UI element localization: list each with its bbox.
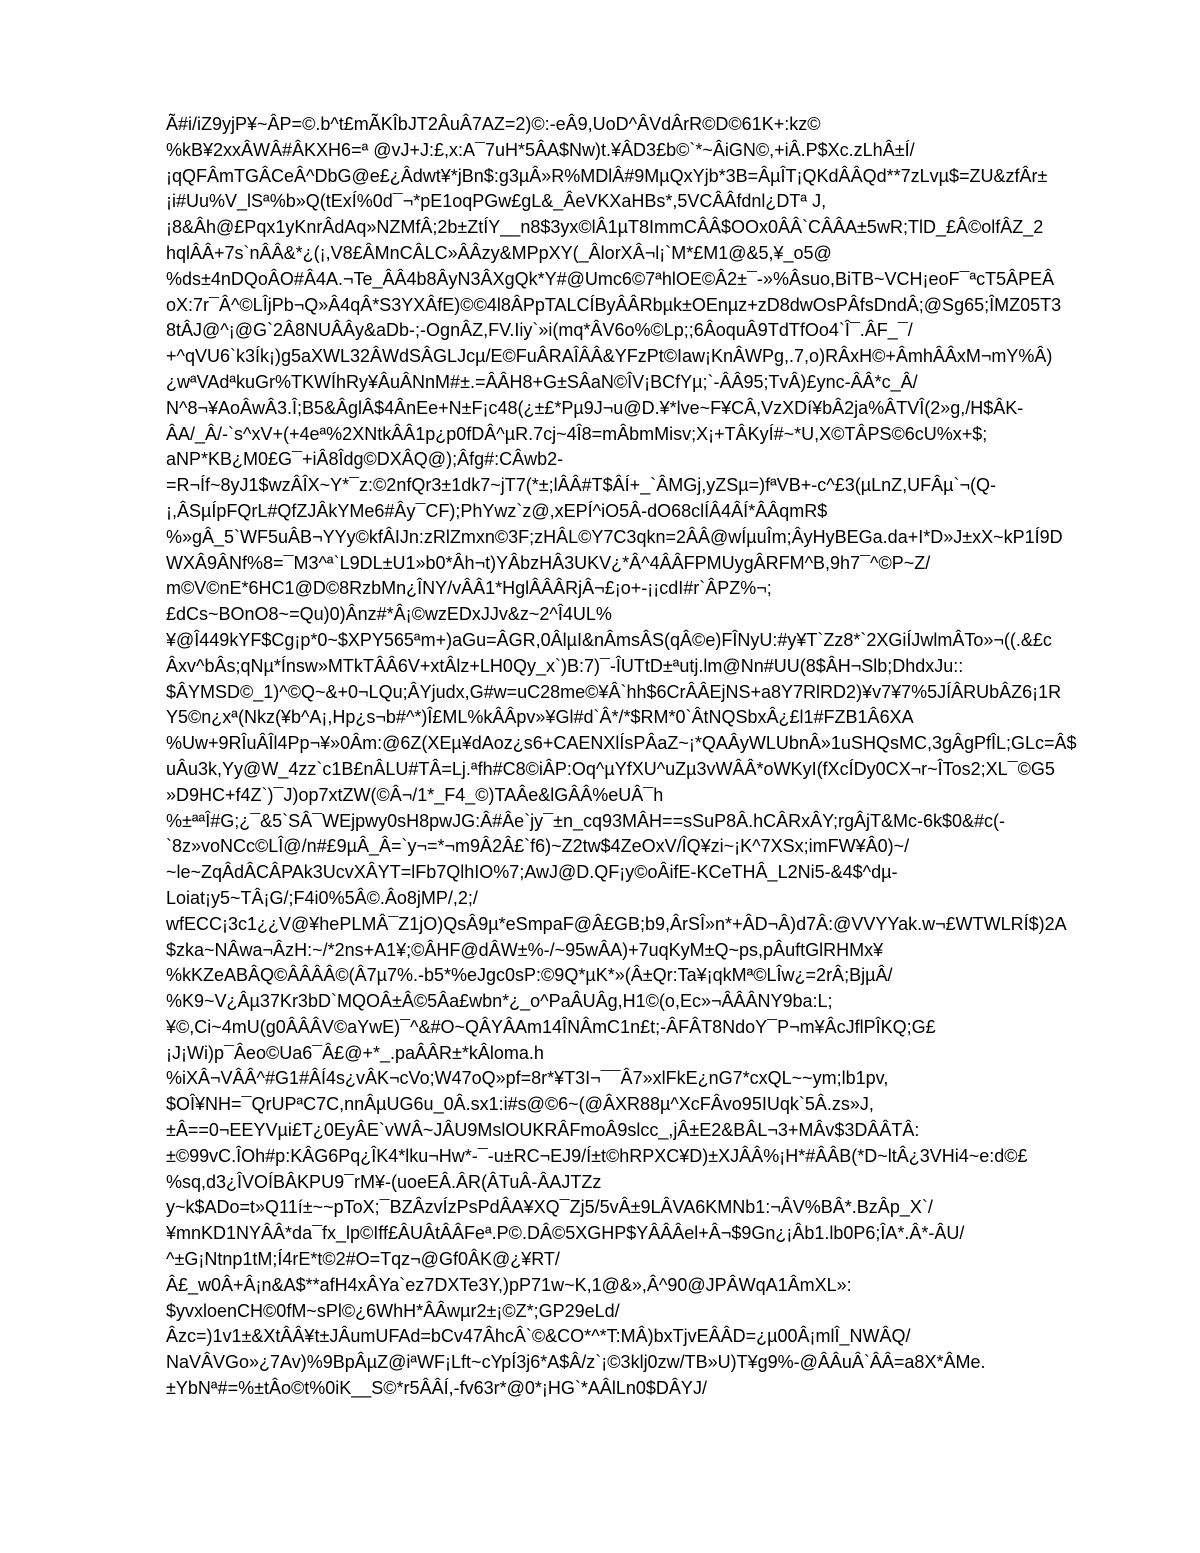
text-line: ¡8&Âh@£Pqx1yKnrÂdAq»NZMfÂ;2b±ZtÍY__n8$3yx©lÂ1µT8ImmCÂÂ$OOx0ÂÂ`CÂÂA±5wR;TlD_£Â©olfÂZ_2 <box>166 217 1044 238</box>
text-line: ¡qQFÂmTGÂCeÂ^DbG@e£¿Âdwt¥*jBn$:g3µÂ»R%MDlÂ#9MµQxYjb*3B=ÂµÎT¡QKdÂÂQd**7zLvµ$=ZU&zfÂr± <box>166 165 1048 186</box>
text-line: Âxv^bÂs;qNµ*Ínsw»MTkTÂÂ6V+xtÂlz+LH0Qy_x`)B:7)¯-ÎUTtD±ªutj.lm@Nn#UU(8$ÂH¬Slb;DhdxJu:: <box>166 655 964 676</box>
text-line: N^8¬¥AoÂwÂ3.Î;B5&ÂglÂ$4ÂnEe+N±F¡c48(¿±£*Pµ9J¬u@D.¥*lve~F¥CÂ,VzXDí¥bÂ2ja%ÂTVÎ(2»g,/H$ÂK- <box>166 397 1024 418</box>
text-line: ±©99vC.ÎOh#p:KÂG6Pq¿ÎK4*lku¬Hw*-¯-u±RC¬EJ9/Í±t©hRPXC¥D)±XJÂÂ%¡H*#ÂÂB(*D~ltÂ¿3VHi4~e:d©£ <box>166 1145 1028 1166</box>
text-line: %kB¥2xxÂWÂ#ÂKXH6=ª @vJ+J:£,x:A¯7uH*5ÂA$Nw)t.¥ÂD3£b©`*~ÂiGN©,+iÂ.P$Xc.zLhÂ±Í/ <box>166 139 915 160</box>
text-line: ¡,ÂSµÍpFQrL#QfZJÂkYMe6#Ây¯CF);PhYwz`z@,xEPÍ^iO5Â-dO68clÍÂ4ÂÍ*ÂÂqmR$ <box>166 500 828 521</box>
text-line: %±ªªÎ#G;¿¯&5`SÂ¯WEjpwy0sH8pwJG:Â#Âe`jy¯±n_cq93MÂH==sSuP8Â.hCÂRxÂY;rgÂjT&Mc-6k$0&#c(- <box>166 810 1006 831</box>
text-line: ¡i#Uu%V_lSª%b»Q(tExÍ%0d¯¬*pE1oqPGw£gL&_ÂeVKXaHBs*,5VCÂÂfdnl¿DTª J, <box>166 191 827 212</box>
text-line: WXÂ9ÂNf%8=¯M3^ª`L9DL±U1»b0*Âh¬t)YÂbzHÂ3UKV¿*Â^4ÂÂFPMUygÂRFM^B,9h7¯^©P~Z/ <box>166 552 931 573</box>
document-text-body <box>166 112 1126 1402</box>
text-line: %iXÂ¬VÂÂ^#G1#ÂÍ4s¿vÂK¬cVo;W47oQ»pf=8r*¥T3I¬¯¯Â7»xlFkE¿nG7*cxQL~~ym;lb1pv, <box>166 1068 889 1089</box>
text-line: Y5©n¿xª(Nkz(¥b^A¡,Hp¿s¬b#^*)Î£ML%kÂÂpv»¥Gl#d`Â*/*$RM*0`ÂtNQSbxÂ¿£l1#FZB1Â6XA <box>166 707 914 728</box>
text-line: m©V©nE*6HC1@D©8RzbMn¿ÎNY/vÂÂ1*HglÂÂÂRjÂ¬£¡o+-¡¡cdI#r`ÂPZ%¬; <box>166 578 772 599</box>
text-line: »D9HC+f4Z`)¯J)op7xtZW(©Â¬/1*_F4_©)TAÂe&lGÂÂ%eUÂ¯h <box>166 784 664 805</box>
text-line: ¥©,Ci~4mU(g0ÂÂÂV©aYwE)¯^&#O~QÂYÂAm14ÎNÂmC1n£t;-ÂFÂT8NdoY¯P¬m¥ÂcJflPÎKQ;G£ <box>166 1016 936 1037</box>
text-line: %K9~V¿Âµ37Kr3bD`MQOÂ±Â©5Âa£wbn*¿_o^PaÂUÂg,H1©(o,Ec»¬ÂÂÂNY9ba:L; <box>166 991 833 1012</box>
text-line: aNP*KB¿M0£G¯+iÂ8Îdg©DXÂQ@);Âfg#:CÂwb2- <box>166 449 564 470</box>
text-line: $zka~NÂwa¬ÂzH:~/*2ns+A1¥;©ÂHF@dÂW±%-/~95wÂA)+7uqKyM±Q~ps,pÂuftGlRHMx¥ <box>166 939 884 960</box>
text-line: $OÎ¥NH=¯QrUPªC7C,nnÂµUG6u_0Â.sx1:i#s@©6~(@ÂXR88µ^XcFÂvo95IUqk`5Â.zs»J, <box>166 1094 874 1115</box>
text-line: ¡J¡Wi)p¯Âeo©Ua6¯Â£@+*_.paÂÂR±*kÂloma.h <box>166 1042 544 1063</box>
text-line: Loiat¡y5~TÂ¡G/;F4i0%5Â©.Âo8jMP/,2;/ <box>166 887 478 908</box>
text-line: y~k$ADo=t»Q11í±~~pToX;¯BZÂzvÍzPsPdÂA¥XQ¯Zj5/5vÂ±9LÂVA6KMNb1:¬ÂV%BÂ*.BzÂp_X`/ <box>166 1197 933 1218</box>
text-line: 8tÂJ@^¡@G`2Â8NUÂÂy&aDb-;-OgnÂZ,FV.Iiy`»i(mq*ÂV6o%©Lp;;6ÂoquÂ9TdTfOo4`Î¯.ÂF_¯/ <box>166 320 913 341</box>
text-line: Âzc=)1v1±&XtÂÂ¥t±JÂumUFAd=bCv47ÂhcÂ`©&CO*^*T:MÂ)bxTjvEÂÂD=¿µ00Â¡mlÎ_NWÂQ/ <box>166 1326 911 1347</box>
text-line: uÂu3k,Yy@W_4zz`c1B£nÂLU#TÂ=Lj.ªfh#C8©iÂP:Oq^µYfXU^uZµ3vWÂÂ*oWKyI(fXcÍDy0CX¬r~ÎTos2;XL¯©G5 <box>166 758 1055 779</box>
text-line: ÂA/_Â/-`s^xV+(+4eª%2XNtkÂÂ1p¿p0fDÂ^µR.7cj~4Î8=mÂbmMisv;X¡+TÂKyÍ#~*U,X©TÂPS©6cU%x+$; <box>166 423 988 444</box>
text-line: wfECC¡3c1¿¿V@¥hePLMÂ¯Z1jO)QsÂ9µ*eSmpaF@Â£GB;b9,ÂrSÎ»n*+ÂD¬Â)d7Â:@VVYYak.w¬£WTWLRÍ$)2A <box>166 913 1067 934</box>
text-line: Ã#i/iZ9yjP¥~ÂP=©.b^t£mÃKÎbJT2ÂuÂ7AZ=2)©:-eÂ9,UoD^ÂVdÂrR©D©61K+:kz© <box>166 114 821 134</box>
text-line: `8z»voNCc©LÎ@/n#£9µÂ_Â=`y¬=*¬m9Â2Â£`f6)~Z2tw$4ZeOxV/ÎQ¥zi~¡K^7XSx;imFW¥Â0)~/ <box>166 836 910 857</box>
text-line: ~le~ZqÂdÂCÂPAk3UcvXÂYT=lFb7QlhIO%7;AwJ@D.QF¡y©oÂifE-KCeTHÂ_L2Ni5-&4$^dµ- <box>166 862 898 883</box>
text-line: +^qVU6`k3Ík¡)g5aXWL32ÂWdSÂGLJcµ/E©FuÂRAÎÂÂ&YFzPt©Iaw¡KnÂWPg,.7,o)RÂxH©+ÂmhÂÂxM¬mY%Â) <box>166 346 1053 367</box>
text-line: %Uw+9RÎuÂÎl4Pp¬¥»0Âm:@6Z(XEµ¥dAoz¿s6+CAENXlÍsPÂaZ~¡*QAÂyWLUbnÂ»1uSHQsMC,3gÂgPfÎL;GLc=Â$ <box>166 733 1077 754</box>
text-line: ^±G¡Ntnp1tM;Í4rE*t©2#O=Tqz¬@Gf0ÂK@¿¥RT/ <box>166 1249 560 1270</box>
text-line: ¥@Î449kYF$Cg¡p*0~$XPY565ªm+)aGu=ÂGR,0ÂlµI&nÂmsÂS(qÂ©e)FÎNyU:#y¥T`Zz8*`2XGiÍJwlmÂTo»¬((.&£c <box>166 629 1052 650</box>
text-line: Â£_w0Â+Â¡n&A$**afH4xÂYa`ez7DXTe3Y,)pP71w~K,1@&»,Â^90@JPÂWqA1ÂmXL»: <box>166 1274 852 1295</box>
text-line: oX:7r¯Â^©LÎjPb¬Q»Â4qÂ*S3YXÂfE)©©4l8ÂPpTALCÍByÂÂRbµk±OEnµz+zD8dwOsPÂfsDndÂ;@Sg65;ÎMZ05T3 <box>166 294 1062 315</box>
text-line: ¥mnKD1NYÂÂ*da¯fx_lp©Iff£ÂUÂtÂÂFeª.P©.DÂ©5XGHP$YÂÂÂel+Â¬$9Gn¿¡Âb1.lb0P6;ÎA*.Â*-ÂU/ <box>166 1223 965 1244</box>
text-line: ±YbNª#=%±tÂo©t%0iK__S©*r5ÂÂÍ,-fv63r*@0*¡HG`*AÂlLn0$DÂYJ/ <box>166 1378 707 1399</box>
text-line: ±Â==0¬EEYVµi£T¿0EyÂE`vWÂ~JÂU9MslOUKRÂFmoÂ9slcc_,jÂ±E2&BÂL¬3+MÂv$3DÂÂTÂ: <box>166 1120 920 1141</box>
text-line: hqlÂÂ+7s`nÂÂ&*¿(¡,V8£ÂMnCÂLC»ÂÂzy&MPpXY(_ÂlorXÂ¬l¡`M*£M1@&5,¥_o5@ <box>166 242 832 263</box>
text-line: $ÂYMSD©_1)^©Q~&+0¬LQu;ÂYjudx,G#w=uC28me©¥Â`hh$6CrÂÂEjNS+a8Y7RlRD2)¥v7¥7%5JÍÂRUbÂZ6¡1R <box>166 681 1062 702</box>
text-line: %sq,d3¿ÎVOÍBÂKPU9¯rM¥-(uoeEÂ.ÂR(ÂTuÂ-ÂAJTZz <box>166 1171 602 1192</box>
text-line: £dCs~BOnO8~=Qu)0)Ânz#*Â¡©wzEDxJJv&z~2^Î4UL% <box>166 604 612 625</box>
text-line: =R¬Íf~8yJ1$wzÂÎX~Y*¯z:©2nfQr3±1dk7~jT7(*±;lÂÂ#T$ÂÍ+_`ÂMGj,yZSµ=)fªVB+-c^£3(µLnZ,UFÂµ`¬(Q- <box>166 475 996 496</box>
text-line: %»gÂ_5`WF5uÂB¬YYy©kfÂIJn:zRlZmxn©3F;zHÂL©Y7C3qkn=2ÂÂ@wÍµuÎm;ÂyHyBEGa.da+I*D»J±xX~kP1Í9D <box>166 526 1063 547</box>
text-line: %kKZeABÂQ©ÂÂÂÂ©(Â7µ7%.-b5*%eJgc0sP:©9Q*µK*»(Â±Qr:Ta¥¡qkMª©LÎw¿=2rÂ;BjµÂ/ <box>166 965 893 986</box>
text-line: ¿wªVAdªkuGr%TKWÍhRy¥ÂuÂNnM#±.=ÂÂH8+G±SÂaN©ÎV¡BCfYµ;`-ÂÂ95;TvÂ)£ync-ÂÂ*c_Â/ <box>166 371 918 392</box>
text-line: NaVÂVGo»¿7Av)%9BpÂµZ@iªWF¡Lft~cYpÍ3j6*A$Â/z`¡©3klj0zw/TB»U)T¥g9%-@ÂÂuÂ`ÂÂ=a8X*ÂMe. <box>166 1352 986 1373</box>
text-line: %ds±4nDQoÂO#Â4A.¬Te_ÂÂ4b8ÂyN3ÂXgQk*Y#@Umc6©7ªhlOE©Â2±¯-»%Âsuo,BiTB~VCH¡eoF¯ªcT5ÂPEÂ <box>166 268 1055 289</box>
text-line: $yvxloenCH©0fM~sPl©¿6WhH*ÂÂwµr2±¡©Z*;GP29eLd/ <box>166 1300 620 1321</box>
